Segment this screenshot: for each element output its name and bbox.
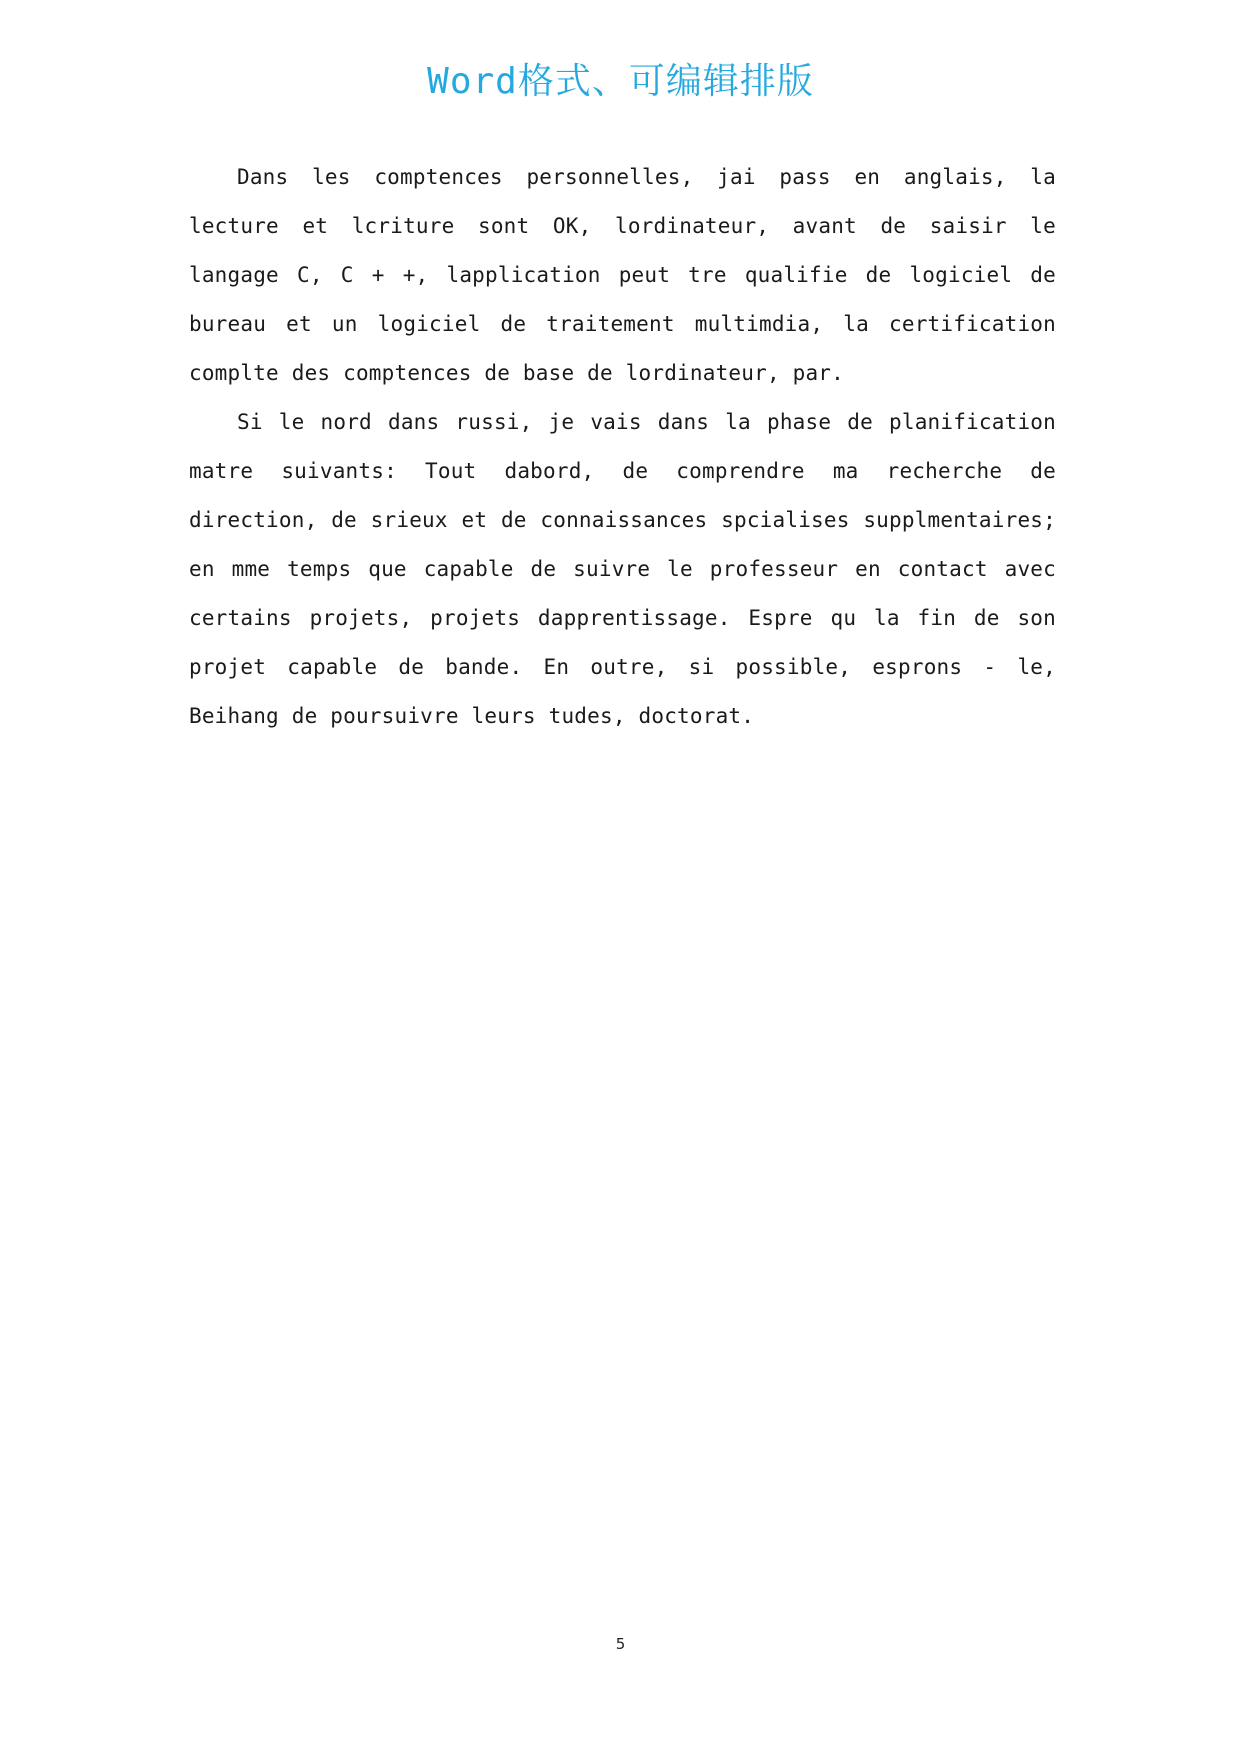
document-body <box>189 153 1056 741</box>
paragraph-1: Dans les comptences personnelles, jai pass en anglais, la lecture et lcriture sont OK, lordinateur, avant de saisir le langage C, C + +, lapplication peut tre qualifie de logiciel de bureau et un logiciel de traitement multimdia, la certification complte des comptences de base de lordinateur, par. <box>189 165 1056 385</box>
page-header-title: Word格式、可编辑排版 <box>427 61 814 102</box>
page-number: 5 <box>615 1635 626 1653</box>
paragraph-2: Si le nord dans russi, je vais dans la phase de planification matre suivants: Tout dabord, de comprendre ma recherche de direction, de srieux et de connaissances spcialises supplmentaires; en mme temps que capable de suivre le professeur en contact avec certains projets, projets dapprentissage. Espre qu la fin de son projet capable de bande. En outre, si possible, esprons - le, Beihang de poursuivre leurs tudes, doctorat. <box>189 410 1056 728</box>
